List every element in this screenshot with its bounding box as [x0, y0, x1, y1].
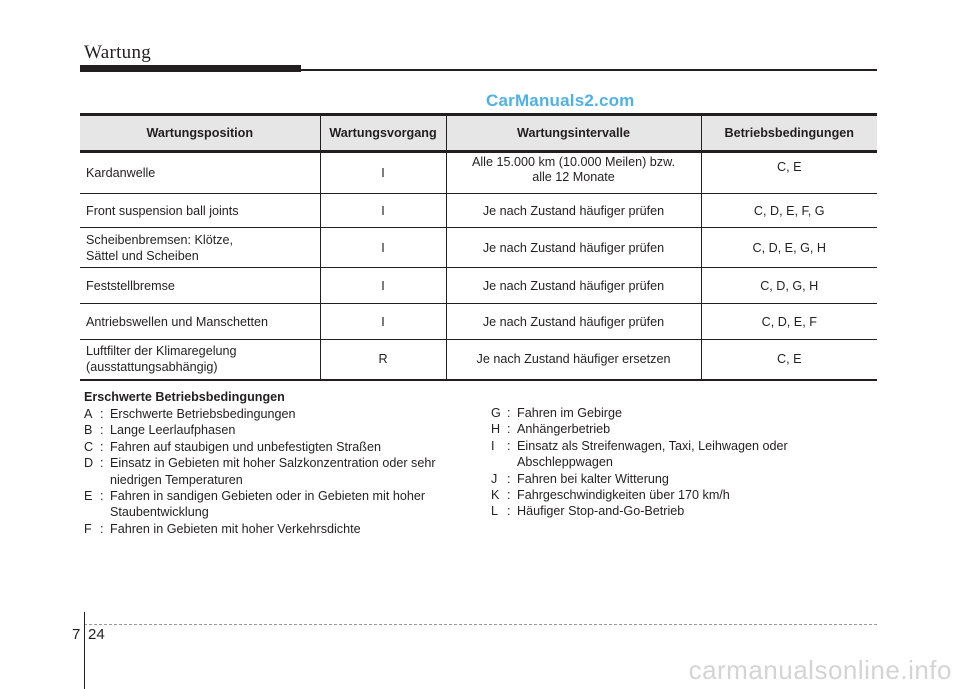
condition-sep: :: [100, 456, 104, 471]
cell-interval: Je nach Zustand häufiger prüfen: [446, 194, 701, 228]
condition-text: Fahrgeschwindigkeiten über 170 km/h: [517, 488, 730, 503]
condition-item: [84, 439, 471, 455]
condition-text: Häufiger Stop-and-Go-Betrieb: [517, 504, 685, 519]
header-bar-thick: [80, 65, 301, 72]
condition-item: [491, 421, 877, 437]
footer-vertical-rule: [84, 612, 85, 689]
cell-conditions: C, E: [701, 340, 877, 380]
condition-key: K: [491, 488, 500, 503]
header-rule: [301, 69, 877, 71]
cell-position-line1: Luftfilter der Klimaregelung: [86, 344, 237, 359]
cell-action: I: [320, 268, 446, 304]
condition-item: [84, 521, 471, 537]
condition-text-line2: Staubentwicklung: [110, 505, 209, 520]
condition-key: L: [491, 504, 499, 519]
condition-sep: :: [100, 521, 104, 536]
watermark-top: CarManuals2.com: [486, 91, 635, 110]
condition-sep: :: [100, 489, 104, 504]
cell-position: [80, 228, 320, 268]
table-header-row: [80, 115, 877, 152]
cell-conditions: C, D, E, F, G: [701, 194, 877, 228]
cell-position-line2: (ausstattungsabhängig): [86, 360, 218, 375]
column-header-interval: Wartungsintervalle: [446, 115, 701, 152]
column-header-position: Wartungsposition: [80, 115, 320, 152]
page-header-title: Wartung: [84, 42, 152, 63]
condition-key: A: [84, 407, 93, 421]
cell-position: [80, 152, 320, 194]
condition-text: Fahren im Gebirge: [517, 406, 622, 420]
table-row: [80, 194, 877, 228]
condition-key: H: [491, 422, 501, 437]
table-row: [80, 228, 877, 268]
cell-position: [80, 340, 320, 380]
cell-interval: Je nach Zustand häufiger prüfen: [446, 228, 701, 268]
condition-text: Fahren auf staubigen und unbefestigten Straßen: [110, 439, 381, 454]
condition-item: [491, 405, 877, 421]
condition-text: Erschwerte Betriebsbedingungen: [110, 407, 296, 421]
condition-key: G: [491, 406, 501, 420]
condition-item: [491, 503, 877, 519]
cell-conditions: C, D, E, F: [701, 304, 877, 340]
condition-sep: :: [100, 423, 104, 438]
condition-text-line1: Einsatz in Gebieten mit hoher Salzkonzentration oder sehr: [110, 456, 436, 471]
cell-interval: Je nach Zustand häufiger ersetzen: [446, 340, 701, 380]
cell-action: I: [320, 152, 446, 194]
condition-sep: :: [507, 422, 511, 437]
condition-item: [84, 406, 471, 422]
cell-interval: Je nach Zustand häufiger prüfen: [446, 268, 701, 304]
conditions-title: Erschwerte Betriebsbedingungen: [84, 390, 285, 404]
condition-sep: :: [507, 438, 511, 453]
condition-sep: :: [507, 471, 511, 486]
condition-text-line1: Einsatz als Streifenwagen, Taxi, Leihwagen oder: [517, 438, 788, 453]
cell-position-text: Kardanwelle: [86, 166, 156, 180]
condition-text-line2: niedrigen Temperaturen: [110, 472, 243, 487]
condition-item: [84, 422, 471, 438]
maintenance-table: [80, 113, 877, 381]
condition-sep: :: [100, 439, 104, 454]
page-number-value: 24: [88, 626, 105, 643]
cell-interval: Je nach Zustand häufiger prüfen: [446, 304, 701, 340]
table-row: [80, 304, 877, 340]
cell-interval-line1: Alle 15.000 km (10.000 Meilen) bzw.: [471, 155, 675, 169]
condition-sep: :: [507, 488, 511, 503]
cell-position: Feststellbremse: [80, 268, 320, 304]
condition-key: B: [84, 423, 93, 438]
cell-position: Front suspension ball joints: [80, 194, 320, 228]
condition-key: C: [84, 439, 94, 454]
conditions-list-left: [84, 406, 471, 537]
condition-text-line2: Abschleppwagen: [517, 455, 613, 470]
condition-text: [110, 488, 471, 521]
condition-item: [491, 487, 877, 503]
cell-action: I: [320, 228, 446, 268]
cell-conditions: C, D, G, H: [701, 268, 877, 304]
cell-position-line1: Scheibenbremsen: Klötze,: [86, 232, 234, 247]
condition-sep: :: [507, 504, 511, 519]
conditions-list-right: [491, 405, 877, 520]
condition-text: Fahren in Gebieten mit hoher Verkehrsdichte: [110, 521, 361, 536]
section-number: 7: [72, 626, 81, 643]
condition-text-line1: Fahren in sandigen Gebieten oder in Gebieten mit hoher: [110, 489, 426, 504]
condition-item: [84, 488, 471, 521]
condition-sep: :: [100, 407, 104, 421]
condition-text: [110, 455, 471, 488]
table-row: [80, 340, 877, 380]
condition-key: E: [84, 489, 93, 504]
condition-text: [517, 438, 877, 471]
cell-action: R: [320, 340, 446, 380]
table-row: [80, 268, 877, 304]
condition-key: I: [491, 438, 495, 453]
condition-text: Anhängerbetrieb: [517, 422, 611, 437]
cell-interval: [446, 152, 701, 194]
cell-position-line2: Sättel und Scheiben: [86, 248, 199, 263]
condition-item: [491, 438, 877, 471]
column-header-conditions: Betriebsbedingungen: [701, 115, 877, 152]
cell-action: I: [320, 194, 446, 228]
cell-interval-line2: alle 12 Monate: [532, 170, 615, 184]
cell-conditions: C, D, E, G, H: [701, 228, 877, 268]
table-row: [80, 152, 877, 194]
condition-key: D: [84, 456, 94, 471]
column-header-action: Wartungsvorgang: [320, 115, 446, 152]
condition-item: [84, 455, 471, 488]
condition-text: Lange Leerlaufphasen: [110, 423, 236, 438]
cell-action: I: [320, 304, 446, 340]
watermark-bottom: carmanualsonline.info: [688, 655, 952, 685]
condition-sep: :: [507, 406, 511, 420]
cell-conditions: C, E: [701, 152, 877, 194]
footer-dashed-rule: [84, 624, 877, 625]
condition-key: F: [84, 521, 92, 536]
cell-position: Antriebswellen und Manschetten: [80, 304, 320, 340]
condition-key: J: [491, 471, 498, 486]
condition-item: [491, 471, 877, 487]
condition-text: Fahren bei kalter Witterung: [517, 471, 669, 486]
